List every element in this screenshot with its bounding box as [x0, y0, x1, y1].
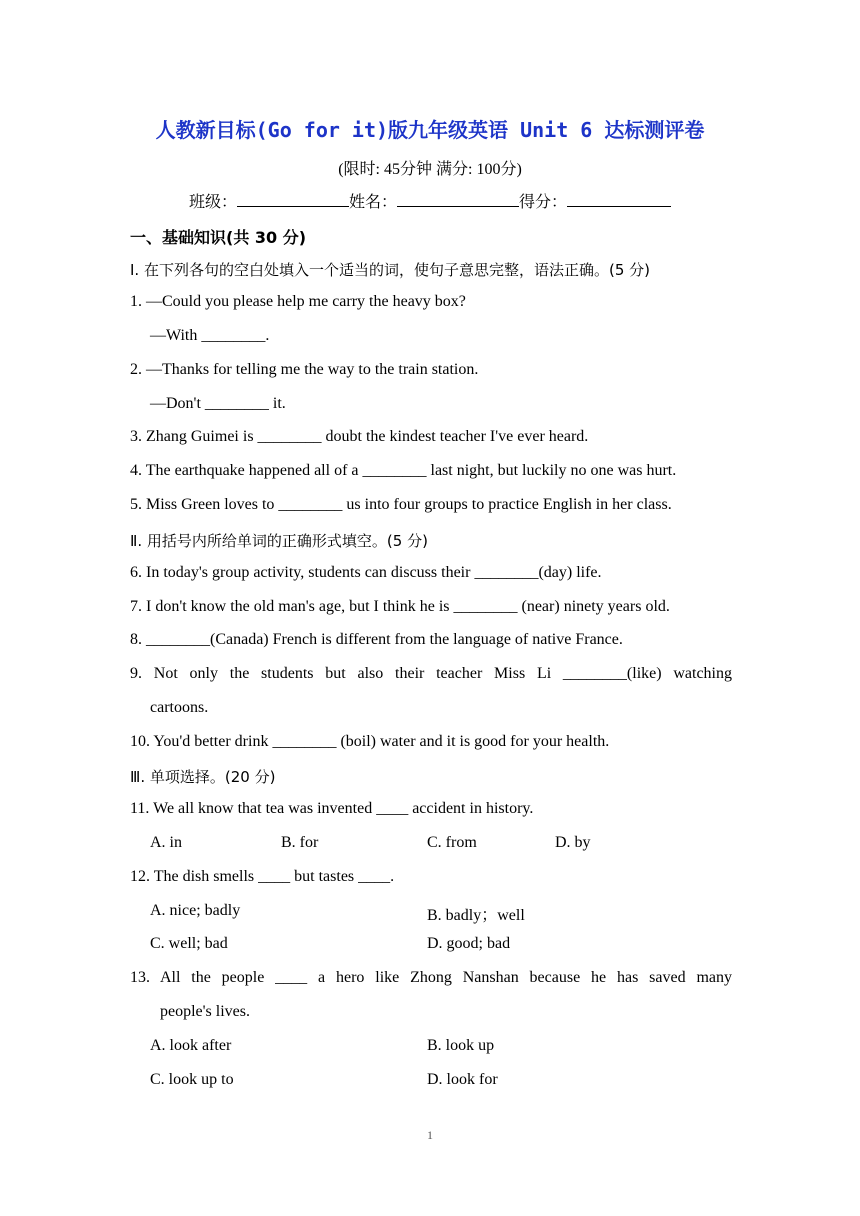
- q11-option-a: A. in: [150, 834, 182, 851]
- score-label: 得分：: [519, 192, 568, 211]
- class-label: 班级：: [188, 192, 237, 211]
- question-11: 11. We all know that tea was invented ____ accident in history.: [130, 800, 534, 817]
- question-2a: 2. —Thanks for telling me the way to the train station.: [130, 361, 479, 378]
- q13-option-b: B. look up: [427, 1037, 495, 1054]
- class-blank[interactable]: [237, 192, 349, 207]
- question-2b: —Don't ________ it.: [150, 395, 286, 412]
- question-9a: 9. Not only the students but also their teacher Miss Li ________(like) watching: [130, 665, 732, 682]
- question-10: 10. You'd better drink ________ (boil) water and it is good for your health.: [130, 733, 610, 750]
- question-1a: 1. —Could you please help me carry the heavy box?: [130, 293, 466, 310]
- time-score-limit: (限时: 45分钟 满分: 100分): [338, 161, 522, 178]
- question-9b: cartoons.: [150, 699, 209, 716]
- question-12: 12. The dish smells ____ but tastes ____.: [130, 868, 395, 885]
- q11-option-b: B. for: [281, 834, 319, 851]
- question-4: 4. The earthquake happened all of a ________ last night, but luckily no one was hurt.: [130, 462, 677, 479]
- question-3: 3. Zhang Guimei is ________ doubt the kindest teacher I've ever heard.: [130, 428, 589, 445]
- student-info-line: [0, 189, 860, 212]
- q12-option-d: D. good; bad: [427, 935, 511, 952]
- name-blank[interactable]: [397, 192, 519, 207]
- question-1b: —With ________.: [150, 327, 270, 344]
- section-heading-basics: 一、基础知识(共 30 分): [130, 228, 307, 247]
- name-label: 姓名：: [348, 192, 397, 211]
- q12-option-a: A. nice; badly: [150, 902, 241, 919]
- question-8: 8. ________(Canada) French is different from the language of native France.: [130, 631, 623, 648]
- q11-option-d: D. by: [555, 834, 591, 851]
- question-6: 6. In today's group activity, students can discuss their ________(day) life.: [130, 564, 602, 581]
- q13-option-d: D. look for: [427, 1071, 498, 1088]
- page-number: 1: [427, 1128, 433, 1142]
- question-7: 7. I don't know the old man's age, but I think he is ________ (near) ninety years old.: [130, 598, 670, 615]
- part1-instruction: I. 在下列各句的空白处填入一个适当的词，使句子意思完整，语法正确。(5 分): [130, 261, 650, 279]
- q12-option-b: B. badly；well: [427, 907, 525, 924]
- question-13a: 13. All the people ____ a hero like Zhong Nanshan because he has saved many: [130, 969, 732, 986]
- score-blank[interactable]: [567, 192, 671, 207]
- q13-option-c: C. look up to: [150, 1071, 234, 1088]
- part2-instruction: Ⅱ. 用括号内所给单词的正确形式填空。(5 分): [130, 532, 428, 550]
- question-13b: people's lives.: [160, 1003, 250, 1020]
- q12-option-c: C. well; bad: [150, 935, 228, 952]
- document-title: 人教新目标(Go for it)版九年级英语 Unit 6 达标测评卷: [155, 118, 705, 142]
- question-5: 5. Miss Green loves to ________ us into four groups to practice English in her class.: [130, 496, 672, 513]
- part3-instruction: Ⅲ. 单项选择。(20 分): [130, 768, 276, 786]
- q11-option-c: C. from: [427, 834, 477, 851]
- q13-option-a: A. look after: [150, 1037, 232, 1054]
